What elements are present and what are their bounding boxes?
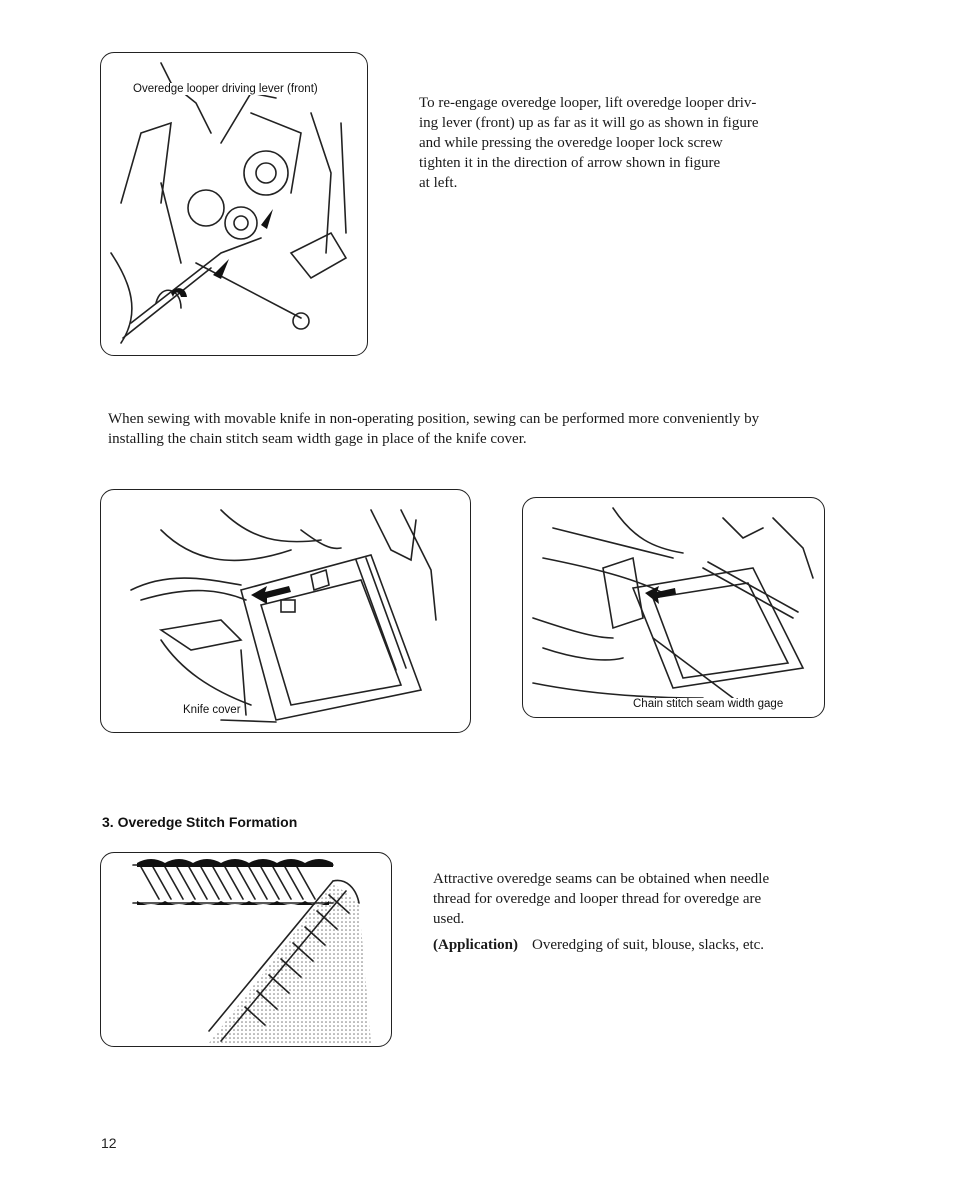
attractive-paragraph [433, 869, 799, 929]
section-heading: 3. Overedge Stitch Formation [102, 814, 298, 830]
reengage-line: and while pressing the overedge looper lock screw [419, 135, 723, 151]
reengage-line: To re-engage overedge looper, lift overedge looper driv- [419, 95, 757, 111]
sewing-line: When sewing with movable knife in non-operating position, sewing can be performed more conveniently by [108, 411, 760, 427]
chain-gage-illustration [523, 498, 824, 717]
figure-knife-cover [100, 489, 471, 733]
page-number: 12 [101, 1135, 117, 1151]
figure-overedge-stitch [100, 852, 392, 1047]
application-label: (Application) [433, 937, 519, 953]
sewing-paragraph [108, 409, 828, 449]
knife-cover-illustration [101, 490, 470, 732]
knife-cover-label: Knife cover [183, 704, 241, 716]
reengage-line: tighten it in the direction of arrow shown in figure [419, 155, 721, 171]
application-text: Overedging of suit, blouse, slacks, etc. [532, 937, 765, 953]
figure-chain-gage [522, 497, 825, 718]
figure-looper-lever [100, 52, 368, 356]
chain-gage-label: Chain stitch seam width gage [633, 698, 784, 710]
reengage-line: ing lever (front) up as far as it will go as shown in figure [419, 115, 759, 131]
attractive-line: thread for overedge and looper thread for overedge are [433, 891, 762, 907]
reengage-paragraph [419, 93, 785, 193]
attractive-line: Attractive overedge seams can be obtained when needle [433, 871, 770, 887]
attractive-line: used. [433, 911, 465, 927]
sewing-line: installing the chain stitch seam width gage in place of the knife cover. [108, 431, 527, 447]
application-line [433, 935, 833, 955]
overedge-stitch-illustration [101, 853, 391, 1046]
reengage-line: at left. [419, 175, 458, 191]
looper-lever-label: Overedge looper driving lever (front) [133, 83, 318, 95]
looper-lever-illustration [101, 53, 367, 355]
